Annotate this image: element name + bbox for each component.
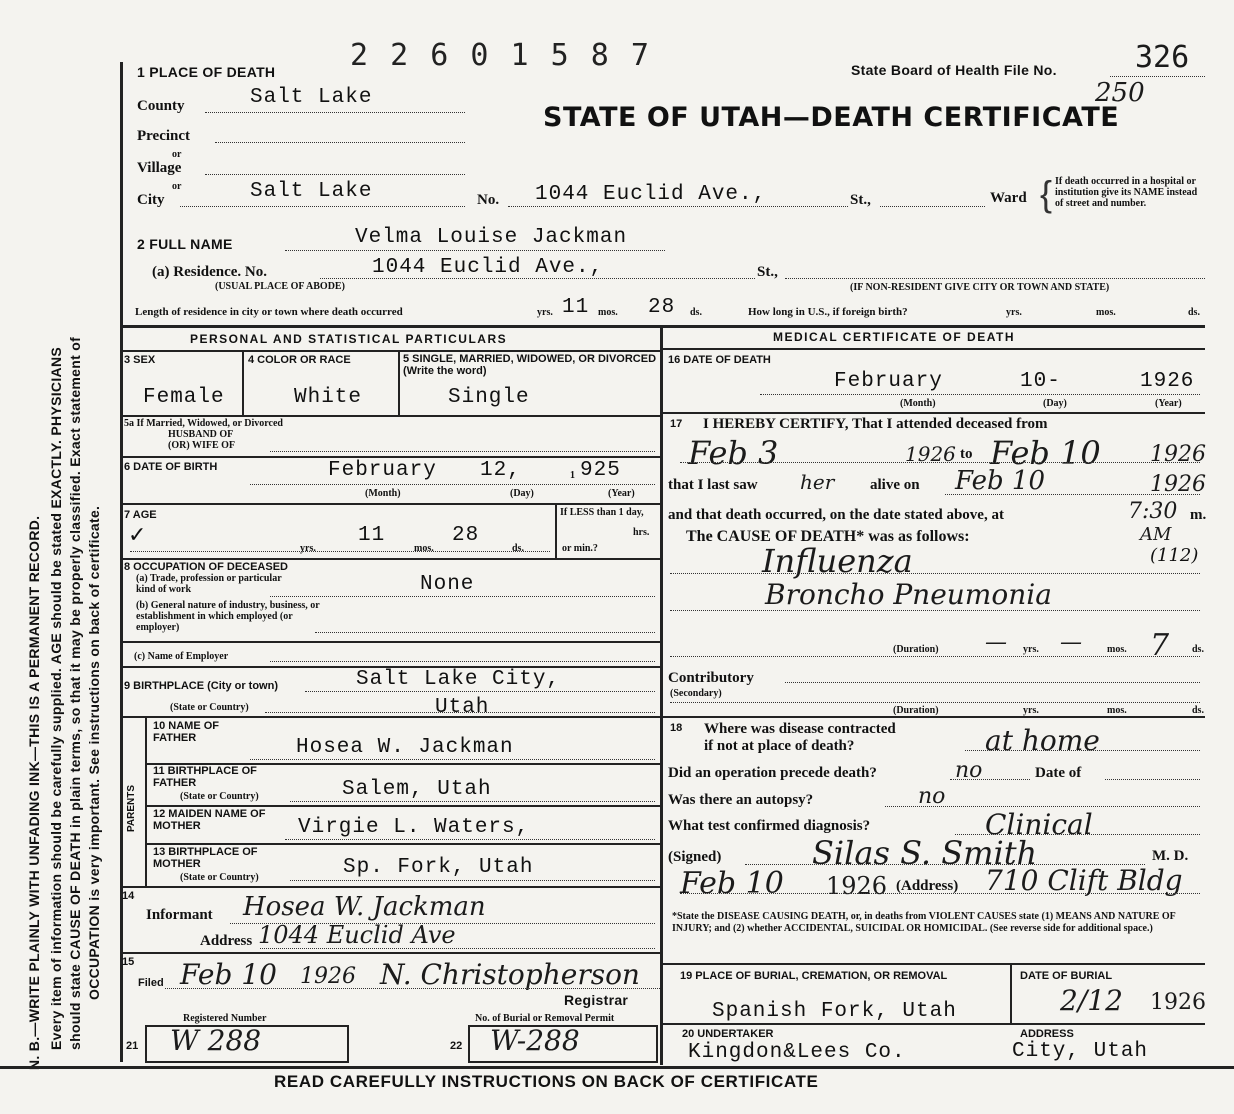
where-value: at home	[985, 724, 1100, 757]
burial-date-value: 2/12	[1060, 984, 1123, 1017]
death-year: 1926	[1140, 370, 1195, 393]
duration-yrs-label: yrs.	[1023, 644, 1039, 655]
duration-mos: —	[1060, 630, 1082, 655]
mother-birthplace-value: Sp. Fork, Utah	[343, 856, 534, 879]
city-label: City	[137, 192, 165, 208]
burial-place-value: Spanish Fork, Utah	[712, 1000, 957, 1023]
burial-permit-label: No. of Burial or Removal Permit	[475, 1013, 615, 1024]
occupation-value: None	[420, 573, 475, 596]
certificate-number: 2 2 6 0 1 5 8 7	[350, 38, 651, 73]
dob-month: February	[328, 459, 437, 482]
length-ds-label: ds.	[690, 307, 702, 318]
box-22-label: 22	[450, 1040, 463, 1052]
duration-label-2: (Duration)	[893, 705, 939, 716]
sex-value: Female	[143, 386, 225, 409]
birthplace-state-label: (State or Country)	[170, 702, 249, 713]
death-month: February	[834, 370, 943, 393]
md-label: M. D.	[1152, 848, 1189, 864]
min-label: or min.?	[562, 543, 598, 554]
dob-month-caption: (Month)	[365, 488, 401, 499]
cause-code: (112)	[1150, 545, 1199, 566]
full-name-label: 2 FULL NAME	[137, 236, 233, 252]
length-ds-value: 28	[648, 296, 676, 319]
burial-permit-value: W-288	[490, 1024, 580, 1057]
cause-footnote: *State the DISEASE CAUSING DEATH, or, in deaths from VIOLENT CAUSES state (1) MEANS AND NATURE OF INJURY; and (2) whether ACCIDENTAL, SUICIDAL OR HOMICIDAL. (See reverse side for additional space.)	[672, 911, 1176, 934]
margin-instructions-1: Every item of information should be carefully supplied. AGE should be stated EXACTLY. PHYSICIANS	[48, 347, 64, 1050]
marital-label: 5 SINGLE, MARRIED, WIDOWED, OR DIVORCED (Write the word)	[403, 353, 657, 377]
length-mos-value: 11	[562, 296, 590, 319]
mother-birthplace-label: 13 BIRTHPLACE OF MOTHER	[153, 846, 258, 870]
informant-address: 1044 Euclid Ave	[258, 921, 456, 949]
cause-primary: Influenza	[762, 542, 913, 580]
date-of-death-label: 16 DATE OF DEATH	[668, 354, 771, 366]
duration-days: 7	[1150, 628, 1170, 663]
death-occurred-label: and that death occurred, on the date stated above, at	[668, 507, 1004, 523]
street-st-label: St.,	[850, 192, 871, 208]
undertaker-address-label: ADDRESS	[1020, 1028, 1074, 1040]
brace: {	[1040, 173, 1053, 214]
duration-2-ds-label: ds.	[1192, 705, 1204, 716]
where-label-1: Where was disease contracted	[704, 721, 896, 737]
dob-day: 12,	[480, 459, 521, 482]
birthplace-city: Salt Lake City,	[356, 668, 561, 691]
birthplace-state: Utah	[435, 696, 490, 719]
less-than-label: If LESS than 1 day,	[560, 507, 644, 518]
birthplace-label: 9 BIRTHPLACE (City or town)	[124, 680, 278, 692]
village-label: Village	[137, 160, 182, 176]
file-number-secondary: 250	[1095, 78, 1145, 108]
margin-instructions-3: OCCUPATION is very important. See instructions on back of certificate.	[86, 505, 102, 1000]
duration-label-1: (Duration)	[893, 644, 939, 655]
abode-note: (USUAL PLACE OF ABODE)	[215, 281, 345, 292]
spouse-label-3: (OR) WIFE OF	[168, 440, 236, 451]
father-birthplace-sub: (State or Country)	[180, 791, 259, 802]
dob-year-prefix: 1	[570, 470, 575, 481]
occupation-a-label: (a) Trade, profession or particular kind of work	[136, 573, 282, 595]
race-label: 4 COLOR OR RACE	[248, 354, 351, 366]
last-saw-year: 1926	[1150, 472, 1206, 497]
certify-statement: I HEREBY CERTIFY, That I attended deceased from	[703, 416, 1048, 432]
where-label-2: if not at place of death?	[704, 738, 855, 754]
attended-from-year: 1926	[905, 442, 956, 466]
us-ds-label: ds.	[1188, 307, 1200, 318]
spouse-label-1: 5a If Married, Widowed, or Divorced	[124, 418, 283, 429]
precinct-label: Precinct	[137, 128, 191, 144]
time-ampm: AM	[1140, 524, 1172, 545]
contributory-label: Contributory	[668, 670, 754, 686]
occupation-b-label: (b) General nature of industry, business, or establishment in which employed (or employer)	[136, 600, 320, 633]
test-value: Clinical	[985, 808, 1093, 841]
secondary-label: (Secondary)	[670, 688, 722, 699]
cause-label: The CAUSE OF DEATH* was as follows:	[686, 528, 970, 545]
us-mos-label: mos.	[1096, 307, 1116, 318]
sex-label: 3 SEX	[124, 354, 156, 366]
ward-label: Ward	[990, 190, 1027, 206]
autopsy-label: Was there an autopsy?	[668, 792, 814, 808]
age-months: 11	[358, 524, 386, 547]
place-of-death-label: 1 PLACE OF DEATH	[137, 64, 276, 80]
margin-warning: N. B.—WRITE PLAINLY WITH UNFADING INK—THIS IS A PERMANENT RECORD.	[26, 515, 42, 1070]
us-residence-label: How long in U.S., if foreign birth?	[748, 306, 908, 318]
father-label: 10 NAME OF FATHER	[153, 720, 220, 744]
filed-label: Filed	[138, 977, 164, 989]
father-birthplace-label: 11 BIRTHPLACE OF FATHER	[153, 765, 257, 789]
length-residence-label: Length of residence in city or town where death occurred	[135, 306, 403, 318]
marital-value: Single	[448, 386, 530, 409]
box-21-label: 21	[126, 1040, 139, 1052]
where-number: 18	[670, 722, 683, 734]
occupation-label: 8 OCCUPATION OF DECEASED	[124, 561, 288, 573]
alive-label: alive on	[870, 477, 920, 493]
operation-label: Did an operation precede death?	[668, 765, 877, 781]
death-day-caption: (Day)	[1043, 398, 1067, 409]
hrs-label: hrs.	[633, 527, 650, 538]
registered-number-value: W 288	[170, 1024, 262, 1057]
certify-number: 17	[670, 418, 683, 430]
us-yrs-label: yrs.	[1006, 307, 1022, 318]
file-number-label: State Board of Health File No.	[851, 62, 1057, 78]
street-value: 1044 Euclid Ave.,	[535, 183, 767, 206]
medical-heading: MEDICAL CERTIFICATE OF DEATH	[773, 330, 1015, 344]
age-mos-caption: mos.	[414, 543, 434, 554]
dob-label: 6 DATE OF BIRTH	[124, 461, 218, 473]
physician-address-label: (Address)	[896, 878, 959, 894]
street-no-label: No.	[477, 192, 500, 208]
to-label: to	[960, 446, 973, 462]
registered-number-label: Registered Number	[183, 1013, 267, 1024]
signed-year: 1926	[826, 872, 888, 900]
age-check-mark: ✓	[128, 522, 147, 547]
undertaker-address: City, Utah	[1012, 1040, 1149, 1063]
undertaker-label: 20 UNDERTAKER	[682, 1028, 774, 1040]
filed-number: 15	[122, 956, 135, 968]
duration-yrs: —	[985, 630, 1007, 655]
dob-year-caption: (Year)	[608, 488, 635, 499]
dob-day-caption: (Day)	[510, 488, 534, 499]
non-resident-note: (IF NON-RESIDENT GIVE CITY OR TOWN AND STATE)	[850, 282, 1110, 293]
undertaker-value: Kingdon&Lees Co.	[688, 1041, 906, 1064]
mother-label: 12 MAIDEN NAME OF MOTHER	[153, 808, 266, 832]
employer-label: (c) Name of Employer	[134, 651, 229, 662]
age-ds-caption: ds.	[512, 543, 524, 554]
duration-2-yrs-label: yrs.	[1023, 705, 1039, 716]
file-number: 326	[1135, 40, 1190, 75]
test-label: What test confirmed diagnosis?	[668, 818, 871, 834]
residence-st-label: St.,	[757, 264, 778, 280]
race-value: White	[294, 386, 363, 409]
residence-value: 1044 Euclid Ave.,	[372, 256, 604, 279]
parents-label: PARENTS	[126, 784, 137, 832]
death-month-caption: (Month)	[900, 398, 936, 409]
or-label-1: or	[172, 149, 182, 160]
physician-signature: Silas S. Smith	[812, 834, 1038, 872]
informant-address-label: Address	[200, 933, 253, 949]
attended-to-year: 1926	[1150, 442, 1206, 467]
margin-instructions-2: should state CAUSE OF DEATH in plain terms, so that it may be properly classified. Exact statement of	[67, 336, 83, 1050]
dob-year: 925	[580, 459, 621, 482]
autopsy-value: no	[918, 784, 946, 809]
residence-label: (a) Residence. No.	[152, 264, 267, 280]
informant-label: Informant	[146, 907, 213, 923]
death-time-suffix: m.	[1190, 507, 1207, 523]
informant-number: 14	[122, 890, 135, 902]
father-birthplace-value: Salem, Utah	[342, 778, 492, 801]
length-mos-label: mos.	[598, 307, 618, 318]
county-label: County	[137, 98, 185, 114]
operation-value: no	[955, 758, 983, 783]
last-saw-label: that I last saw	[668, 477, 758, 493]
duration-mos-label: mos.	[1107, 644, 1127, 655]
attended-from: Feb 3	[688, 434, 779, 472]
city-value: Salt Lake	[250, 180, 373, 203]
footer-instructions: READ CAREFULLY INSTRUCTIONS ON BACK OF CERTIFICATE	[274, 1072, 819, 1091]
registrar-label: Registrar	[564, 992, 629, 1008]
filed-year: 1926	[300, 964, 356, 989]
mother-value: Virgie L. Waters,	[298, 816, 530, 839]
date-of-label: Date of	[1035, 765, 1082, 781]
death-time: 7:30	[1128, 499, 1178, 524]
spouse-label-2: HUSBAND OF	[168, 429, 234, 440]
signed-date: Feb 10	[680, 866, 784, 901]
duration-2-mos-label: mos.	[1107, 705, 1127, 716]
burial-place-label: 19 PLACE OF BURIAL, CREMATION, OR REMOVAL	[680, 970, 948, 982]
registrar-signature: N. Christopherson	[380, 958, 640, 991]
age-days: 28	[452, 524, 480, 547]
death-day: 10-	[1020, 370, 1061, 393]
filed-date: Feb 10	[180, 958, 277, 991]
certificate-title: STATE OF UTAH—DEATH CERTIFICATE	[543, 102, 1120, 133]
duration-ds-label: ds.	[1192, 644, 1204, 655]
signed-label: (Signed)	[668, 849, 722, 865]
burial-date-label: DATE OF BURIAL	[1020, 970, 1113, 982]
death-year-caption: (Year)	[1155, 398, 1182, 409]
hospital-note: If death occurred in a hospital or institution give its NAME instead of street and number.	[1055, 176, 1198, 209]
burial-year: 1926	[1150, 990, 1206, 1015]
attended-to: Feb 10	[990, 434, 1101, 472]
physician-address: 710 Clift Bldg	[985, 864, 1183, 897]
informant-signature: Hosea W. Jackman	[243, 892, 486, 922]
length-yrs-label: yrs.	[537, 307, 553, 318]
age-yrs-caption: yrs.	[300, 543, 316, 554]
last-saw-who: her	[800, 470, 835, 494]
father-value: Hosea W. Jackman	[296, 736, 514, 759]
mother-birthplace-sub: (State or Country)	[180, 872, 259, 883]
last-saw-date: Feb 10	[955, 466, 1045, 496]
cause-secondary: Broncho Pneumonia	[765, 578, 1052, 611]
full-name-value: Velma Louise Jackman	[355, 226, 628, 249]
or-label-2: or	[172, 181, 182, 192]
personal-heading: PERSONAL AND STATISTICAL PARTICULARS	[190, 332, 508, 346]
county-value: Salt Lake	[250, 86, 373, 109]
age-label: 7 AGE	[124, 509, 157, 521]
